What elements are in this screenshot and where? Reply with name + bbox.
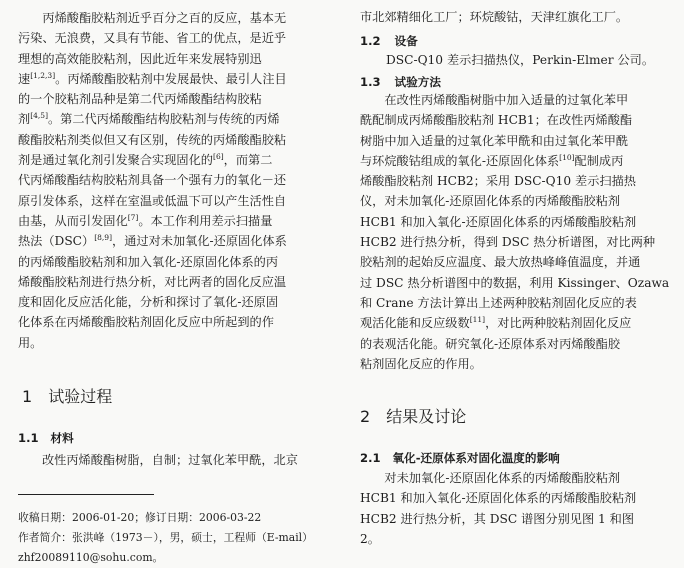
subsection-number: 1.3 bbox=[360, 75, 381, 89]
method-line: 粘剂固化反应的作用。 bbox=[360, 356, 482, 371]
results-line: 2。 bbox=[360, 531, 380, 546]
intro-line bbox=[18, 231, 336, 251]
subsection-title: 氧化-还原体系对固化温度的影响 bbox=[392, 451, 560, 465]
intro-line bbox=[18, 211, 336, 231]
intro-line: 化体系在丙烯酸酯胶粘剂固化反应中所起到的作 bbox=[18, 315, 274, 330]
subsection-title: 试验方法 bbox=[394, 75, 441, 89]
method-text: 与环烷酸钴组成的氧化-还原固化体系 bbox=[360, 153, 560, 168]
section-1-heading bbox=[22, 384, 112, 407]
section-number: 1 bbox=[22, 387, 33, 406]
intro-line bbox=[18, 109, 336, 129]
method-line: HCB1 和加入氧化-还原固化体系的丙烯酸酯胶粘剂 bbox=[360, 214, 637, 229]
equipment-text: DSC-Q10 差示扫描热仪，Perkin-Elmer 公司。 bbox=[386, 53, 655, 67]
intro-line: 代丙烯酸酯结构胶粘剂具备一个强有力的氧化－还 bbox=[18, 173, 287, 188]
intro-line: 度和固化反应活化能，分析和探讨了氧化-还原固 bbox=[18, 295, 279, 310]
subsection-1-3-heading bbox=[360, 74, 441, 90]
method-line: 酰配制成丙烯酸酯胶粘剂 HCB1；在改性丙烯酸酯 bbox=[360, 113, 633, 128]
footnote-author: 作者简介：张洪峰（1973－），男，硕士，工程师（E-mail） bbox=[18, 531, 313, 544]
citation: [8,9] bbox=[94, 233, 113, 243]
results-paragraph bbox=[360, 468, 670, 549]
citation: [7] bbox=[127, 212, 139, 222]
method-text: 观活化能和反应级数 bbox=[360, 316, 470, 331]
intro-line: 的一个胶粘剂品种是第二代丙烯酸酯结构胶粘 bbox=[18, 92, 262, 107]
method-line: 胶粘剂的起始反应温度、最大放热峰峰值温度，并通 bbox=[360, 255, 641, 270]
results-line: 对未加氧化-还原固化体系的丙烯酸酯胶粘剂 bbox=[384, 471, 621, 485]
intro-text: 由基，从而引发固化 bbox=[18, 213, 128, 228]
subsection-number: 1.1 bbox=[18, 431, 39, 445]
intro-line: 酸酯胶粘剂类似但又有区别，传统的丙烯酸酯胶粘 bbox=[18, 132, 287, 147]
intro-line: 污染、无浪费，又具有节能、省工的优点，是近乎 bbox=[18, 31, 287, 46]
method-line: 烯酸酯胶粘剂 HCB2；采用 DSC-Q10 差示扫描热 bbox=[360, 174, 636, 189]
citation: [6] bbox=[213, 152, 224, 162]
intro-line: 理想的高效能胶粘剂，因此近年来发展特别迅 bbox=[18, 51, 262, 66]
method-line: 的表观活化能。研究氧化-还原体系对丙烯酸酯胶 bbox=[360, 336, 621, 351]
intro-line: 原引发体系，这样在室温或低温下可以产生活性自 bbox=[18, 193, 287, 208]
subsection-title: 设备 bbox=[394, 34, 418, 48]
method-text: 配制成丙 bbox=[574, 153, 624, 168]
subsection-number: 1.2 bbox=[360, 34, 381, 48]
subsection-title: 材料 bbox=[50, 431, 74, 445]
intro-text: 速 bbox=[18, 71, 31, 86]
method-line bbox=[360, 313, 670, 333]
subsection-2-1-heading bbox=[360, 450, 560, 466]
footnote-email: zhf20089110@sohu.com。 bbox=[18, 551, 164, 564]
intro-line bbox=[18, 150, 336, 170]
subsection-number: 2.1 bbox=[360, 451, 381, 465]
method-paragraph bbox=[360, 90, 670, 374]
method-line: 在改性丙烯酸酯树脂中加入适量的过氧化苯甲 bbox=[384, 93, 629, 107]
citation: [1,2,3] bbox=[30, 70, 56, 80]
method-line: 仪，对未加氧化-还原固化体系的丙烯酸酯胶粘剂 bbox=[360, 194, 621, 209]
intro-line: 用。 bbox=[18, 335, 43, 350]
intro-paragraph bbox=[18, 8, 336, 353]
method-text: ，对比两种胶粘剂固化反应 bbox=[485, 316, 632, 331]
method-line: HCB2 进行热分析，得到 DSC 热分析谱图，对比两种 bbox=[360, 235, 656, 250]
method-line: 树脂中加入适量的过氧化苯甲酰和由过氧化苯甲酰 bbox=[360, 133, 629, 148]
intro-text: 剂是通过氧化剂引发聚合实现固化的 bbox=[18, 153, 213, 168]
intro-text: 。丙烯酸酯胶粘剂中发展最快、最引人注目 bbox=[55, 71, 287, 86]
citation: [11] bbox=[469, 315, 486, 325]
intro-text: 热法（DSC） bbox=[18, 234, 95, 249]
footnotes bbox=[18, 508, 336, 568]
intro-text: ，通过对未加氧化-还原固化体系 bbox=[112, 234, 287, 249]
results-line: HCB2 进行热分析，其 DSC 谱图分别见图 1 和图 bbox=[360, 511, 635, 526]
citation: [4,5] bbox=[30, 111, 48, 121]
footnote-divider bbox=[18, 494, 154, 495]
intro-text: 。本工作利用差示扫描量 bbox=[138, 213, 273, 228]
method-line bbox=[360, 151, 670, 171]
method-line: 和 Crane 方法计算出上述两种胶粘剂固化反应的表 bbox=[360, 295, 637, 310]
intro-line bbox=[18, 69, 336, 89]
subsection-1-1-heading bbox=[18, 430, 74, 446]
intro-text: ，而第二 bbox=[223, 153, 273, 168]
intro-line: 烯酸酯胶粘剂进行热分析，对比两者的固化反应温 bbox=[18, 274, 287, 289]
intro-text: 剂 bbox=[18, 112, 31, 127]
section-title: 结果及讨论 bbox=[386, 407, 467, 426]
section-2-heading bbox=[360, 404, 466, 427]
materials-text: 改性丙烯酸酯树脂，自制；过氧化苯甲酰，北京 bbox=[42, 453, 298, 467]
subsection-1-2-heading bbox=[360, 33, 418, 49]
intro-line: 丙烯酸酯胶粘剂近乎百分之百的反应，基本无 bbox=[42, 11, 287, 25]
method-line: 过 DSC 热分析谱图中的数据，利用 Kissinger、Ozawa bbox=[360, 275, 670, 290]
intro-line: 的丙烯酸酯胶粘剂和加入氧化-还原固化体系的丙 bbox=[18, 254, 279, 269]
section-title: 试验过程 bbox=[48, 387, 113, 406]
results-line: HCB1 和加入氧化-还原固化体系的丙烯酸酯胶粘剂 bbox=[360, 491, 637, 506]
citation: [10] bbox=[559, 152, 575, 162]
materials-continued: 市北郊精细化工厂；环烷酸钴，天津红旗化工厂。 bbox=[360, 10, 629, 24]
footnote-received: 收稿日期：2006-01-20；修订日期：2006-03-22 bbox=[18, 511, 262, 524]
intro-text: 。第二代丙烯酸酯结构胶粘剂与传统的丙烯 bbox=[48, 112, 280, 127]
section-number: 2 bbox=[360, 407, 371, 426]
